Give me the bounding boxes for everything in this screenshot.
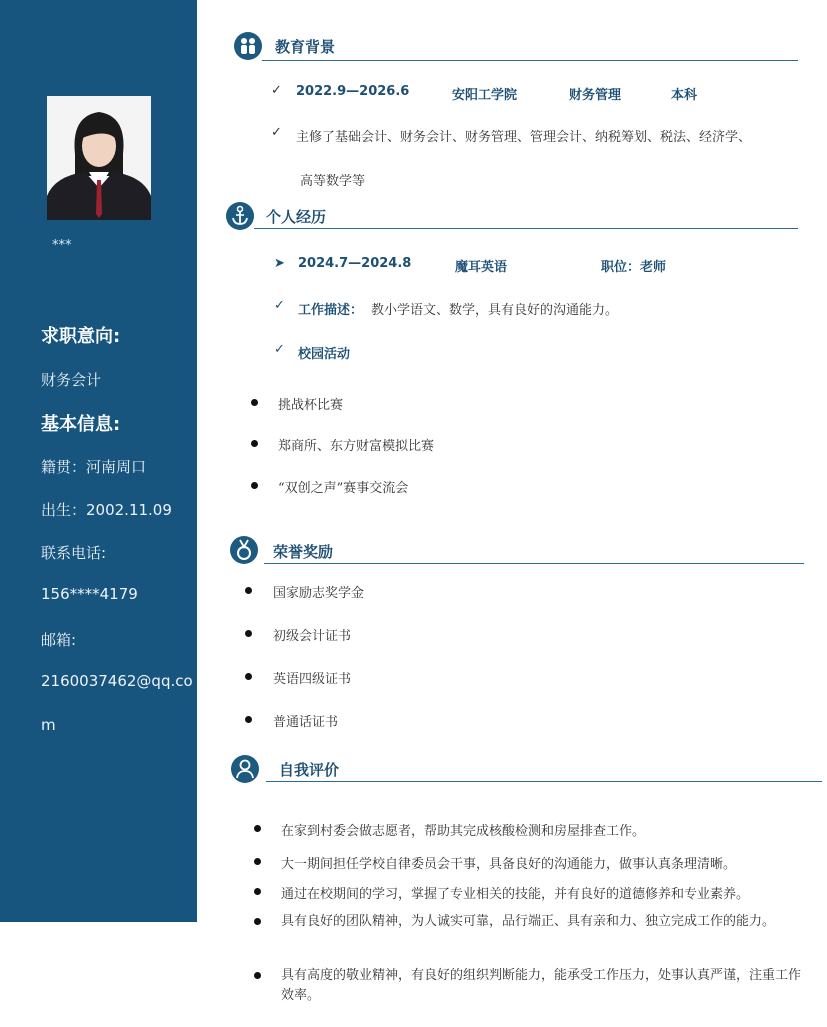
email-value: 2160037462@qq.co bbox=[41, 672, 193, 690]
education-divider bbox=[262, 60, 798, 61]
list-item: 国家励志奖学金 bbox=[273, 586, 365, 601]
education-courses-continued: 高等数学等 bbox=[300, 174, 366, 189]
check-icon: ✓ bbox=[271, 83, 282, 98]
candidate-name: *** bbox=[52, 238, 72, 253]
list-item: 初级会计证书 bbox=[273, 629, 352, 644]
bullet bbox=[254, 972, 261, 979]
people-icon bbox=[234, 32, 262, 60]
list-item: 郑商所、东方财富模拟比赛 bbox=[278, 439, 435, 454]
bullet bbox=[245, 716, 252, 723]
arrow-icon: ➤ bbox=[274, 256, 285, 271]
list-item: 英语四级证书 bbox=[273, 672, 352, 687]
email-value-continued: m bbox=[41, 716, 56, 734]
bullet bbox=[251, 399, 258, 406]
experience-title: 个人经历 bbox=[266, 208, 327, 226]
basic-info-heading: 基本信息: bbox=[41, 414, 121, 435]
profile-photo bbox=[47, 96, 151, 220]
phone-label: 联系电话: bbox=[41, 544, 107, 562]
sidebar bbox=[0, 0, 197, 922]
list-item: 具有高度的敬业精神，有良好的组织判断能力，能承受工作压力，处事认真严谨，注重工作效率。 bbox=[281, 968, 802, 1003]
work-desc-label: 工作描述： bbox=[298, 303, 364, 318]
user-icon bbox=[231, 755, 259, 783]
bullet bbox=[254, 825, 261, 832]
experience-position: 职位：老师 bbox=[601, 260, 667, 275]
list-item: 具有良好的团队精神，为人诚实可靠，品行端正、具有亲和力、独立完成工作的能力。 bbox=[281, 914, 776, 929]
bullet bbox=[254, 918, 261, 925]
list-item: 大一期间担任学校自律委员会干事，具备良好的沟通能力，做事认真条理清晰。 bbox=[281, 857, 737, 872]
anchor-icon bbox=[226, 202, 254, 230]
experience-divider bbox=[254, 228, 798, 229]
honors-divider bbox=[264, 563, 804, 564]
list-item: “双创之声”赛事交流会 bbox=[278, 481, 409, 496]
check-icon: ✓ bbox=[271, 125, 282, 140]
birth-date: 出生：2002.11.09 bbox=[41, 501, 172, 519]
list-item: 挑战杯比赛 bbox=[278, 398, 344, 413]
education-period: 2022.9—2026.6 bbox=[296, 84, 410, 99]
check-icon: ✓ bbox=[274, 298, 285, 313]
bullet bbox=[245, 587, 252, 594]
medal-icon bbox=[230, 536, 258, 564]
list-item: 通过在校期间的学习，掌握了专业相关的技能，并有良好的道德修养和专业素养。 bbox=[281, 887, 750, 902]
job-intent-heading: 求职意向: bbox=[41, 326, 121, 347]
work-desc-text: 教小学语文、数学，具有良好的沟通能力。 bbox=[371, 303, 619, 318]
check-icon: ✓ bbox=[274, 342, 285, 357]
list-item: 普通话证书 bbox=[273, 715, 339, 730]
bullet bbox=[251, 440, 258, 447]
bullet bbox=[254, 888, 261, 895]
experience-period: 2024.7—2024.8 bbox=[298, 256, 412, 271]
email-label: 邮箱: bbox=[41, 631, 77, 649]
hometown: 籍贯：河南周口 bbox=[41, 458, 147, 476]
education-school: 安阳工学院 bbox=[452, 88, 518, 103]
self-eval-divider bbox=[266, 781, 822, 782]
bullet bbox=[251, 482, 258, 489]
education-courses: 主修了基础会计、财务会计、财务管理、管理会计、纳税筹划、税法、经济学、 bbox=[296, 130, 752, 145]
honors-title: 荣誉奖励 bbox=[273, 543, 334, 561]
experience-company: 魔耳英语 bbox=[455, 260, 508, 275]
education-degree: 本科 bbox=[671, 88, 698, 103]
list-item: 在家到村委会做志愿者，帮助其完成核酸检测和房屋排查工作。 bbox=[281, 824, 646, 839]
bullet bbox=[245, 630, 252, 637]
education-major: 财务管理 bbox=[569, 88, 622, 103]
campus-activities-label: 校园活动 bbox=[298, 347, 351, 362]
bullet bbox=[254, 858, 261, 865]
education-title: 教育背景 bbox=[275, 38, 336, 56]
self-eval-title: 自我评价 bbox=[279, 761, 340, 779]
job-intent-value: 财务会计 bbox=[41, 371, 102, 389]
bullet bbox=[245, 673, 252, 680]
phone-value: 156****4179 bbox=[41, 585, 138, 603]
